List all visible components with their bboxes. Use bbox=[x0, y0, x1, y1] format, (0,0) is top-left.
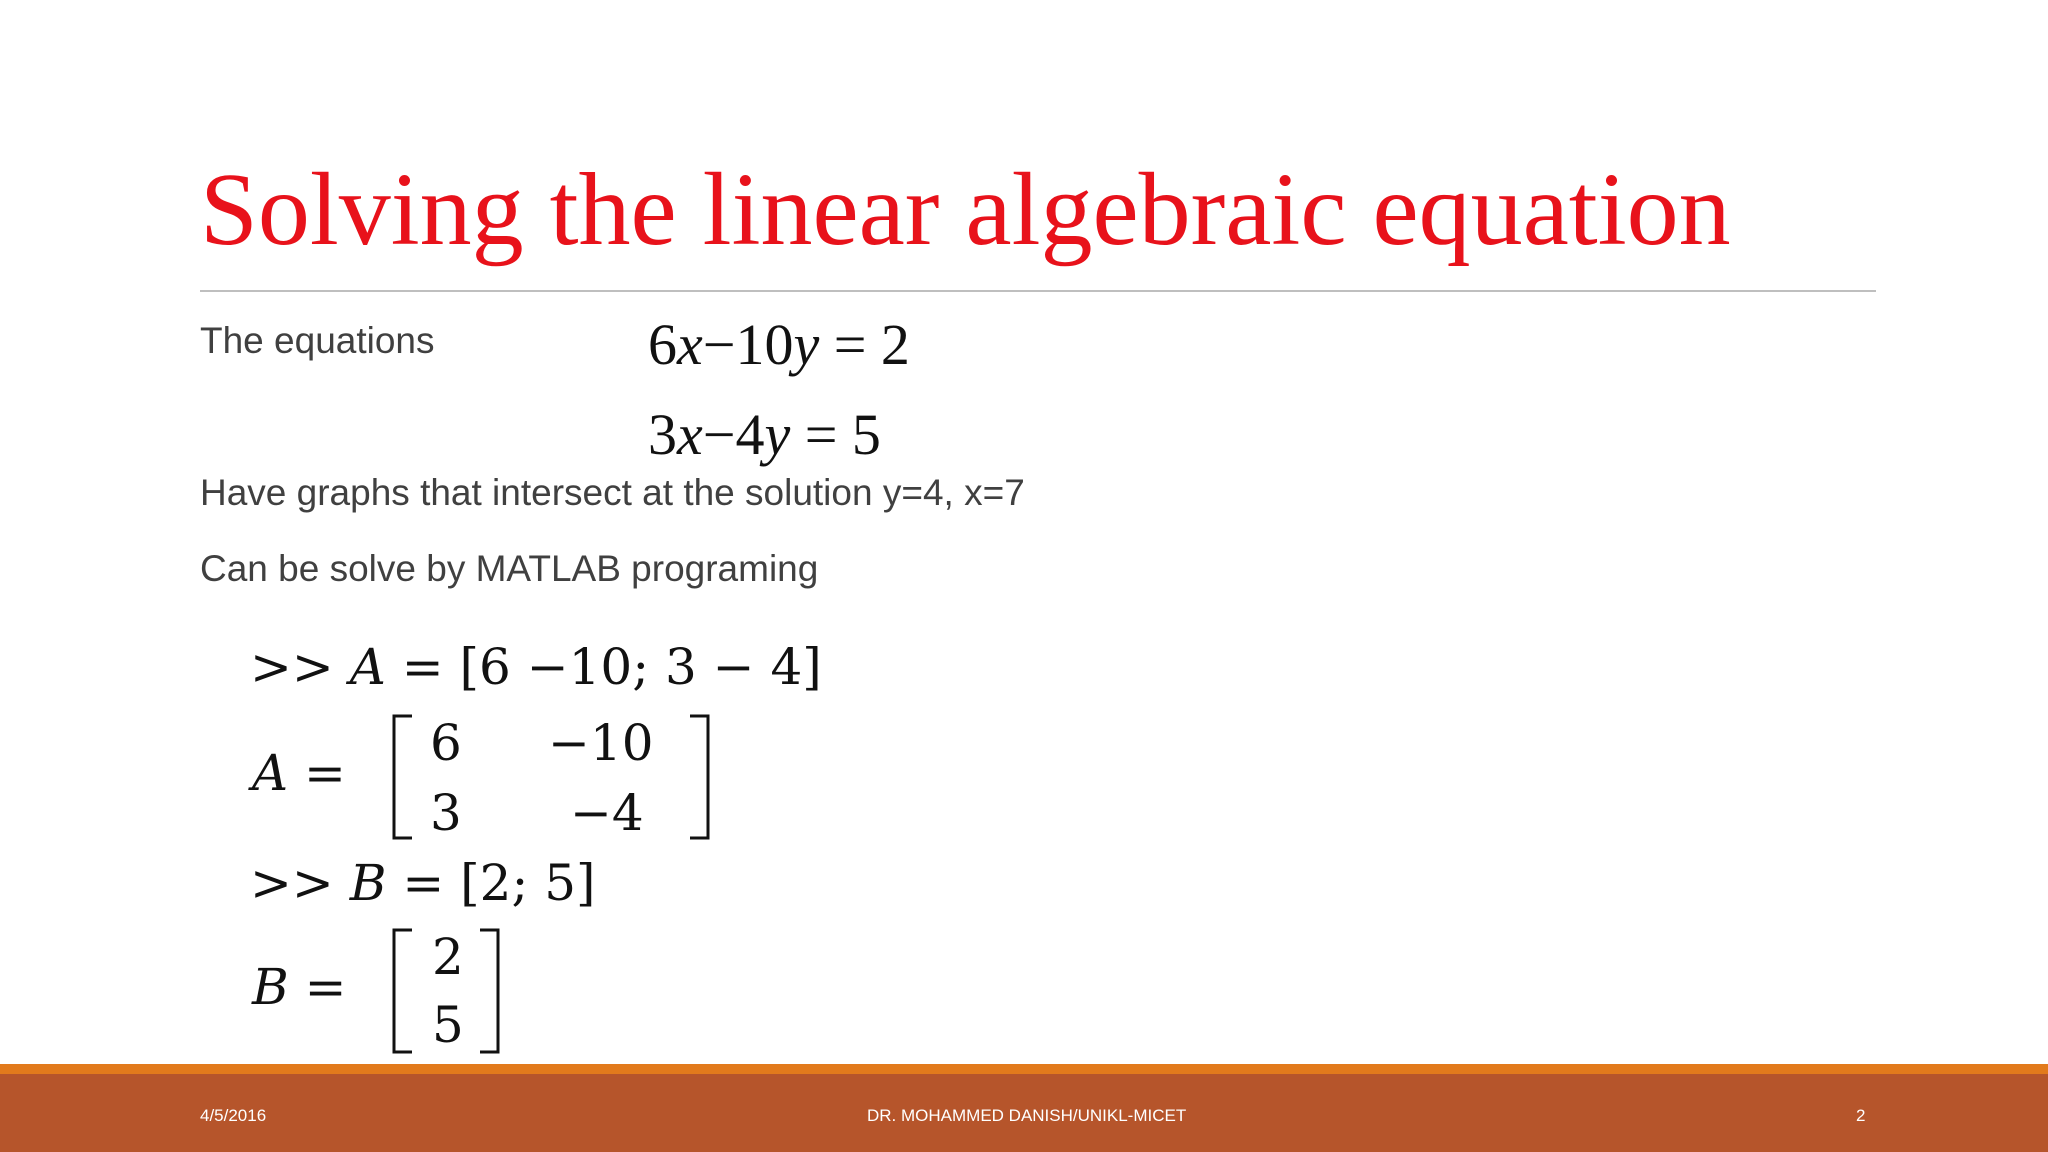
text-graphs-intersect: Have graphs that intersect at the solution y=4, x=7 bbox=[200, 472, 1025, 513]
matrix-b-r1: 2 bbox=[432, 928, 464, 986]
title-divider bbox=[200, 290, 1876, 292]
footer-date: 4/5/2016 bbox=[200, 1106, 267, 1125]
footer-page-number: 2 bbox=[1856, 1106, 1866, 1125]
footer-author: DR. MOHAMMED DANISH/UNIKL-MICET bbox=[867, 1106, 1187, 1125]
text-the-equations: The equations bbox=[200, 320, 435, 361]
matrix-a-label: A = bbox=[252, 744, 346, 802]
equation-1: 6x−10y = 2 bbox=[648, 312, 910, 377]
matlab-command-a: >> A = [6 −10; 3 − 4] bbox=[250, 638, 822, 696]
matlab-command-b: >> B = [2; 5] bbox=[250, 854, 596, 912]
matrix-a-r1c1: 6 bbox=[430, 714, 462, 772]
matrix-a-r2c2: −4 bbox=[570, 784, 644, 842]
matrix-a-r2c1: 3 bbox=[430, 784, 462, 842]
slide-title: Solving the linear algebraic equation bbox=[200, 152, 1731, 267]
matrix-b-label: B = bbox=[252, 958, 347, 1016]
footer-accent-strip bbox=[0, 1064, 2048, 1074]
matrix-b-r2: 5 bbox=[432, 996, 464, 1054]
equation-2: 3x−4y = 5 bbox=[648, 402, 881, 467]
text-matlab: Can be solve by MATLAB programing bbox=[200, 548, 819, 589]
matrix-a-r1c2: −10 bbox=[548, 714, 654, 772]
